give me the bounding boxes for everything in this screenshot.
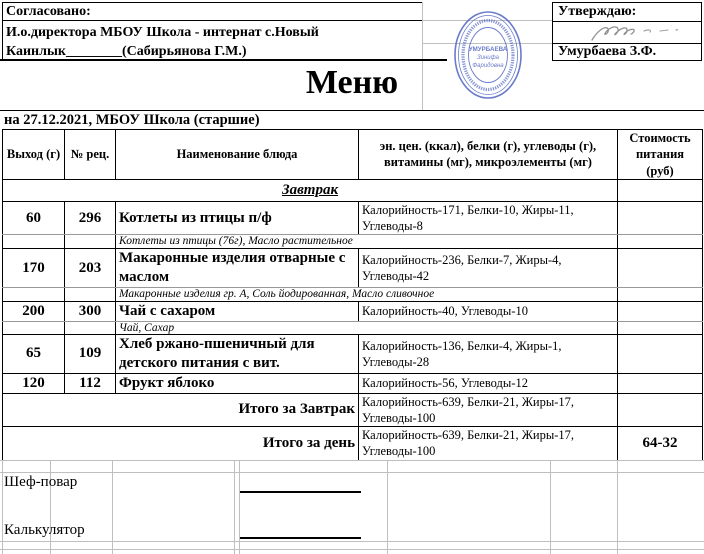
- empty-cell: [65, 321, 116, 335]
- col-header-nutrition: эн. цен. (ккал), белки (г), углеводы (г), витамины (мг), микроэлементы (мг): [359, 130, 618, 180]
- empty-cell: [618, 321, 703, 335]
- grid-line: [239, 460, 240, 554]
- col-header-name: Наименование блюда: [116, 130, 359, 180]
- dish-row: [3, 201, 703, 235]
- dish-ingredients: Котлеты из птицы (76г), Масло растительное: [116, 235, 618, 249]
- dish-nutrition: Калорийность-136, Белки-4, Жиры-1, Углеводы-28: [359, 335, 618, 374]
- approver-name: Умурбаева З.Ф.: [558, 44, 657, 59]
- dish-nutrition: Калорийность-40, Углеводы-10: [359, 301, 618, 321]
- total-breakfast-label: Итого за Завтрак: [3, 393, 359, 427]
- empty-cell: [3, 287, 65, 301]
- section-cost-cell: [618, 179, 703, 201]
- grid-line: [234, 460, 235, 554]
- dish-cost: [618, 373, 703, 393]
- ingredients-row: [3, 287, 703, 301]
- border-utverzhdayu-left: [552, 2, 553, 61]
- grid-line: [0, 541, 704, 542]
- menu-subtitle: на 27.12.2021, МБОУ Школа (старшие): [4, 112, 260, 128]
- dish-row: [3, 373, 703, 393]
- border-under-soglasovano: [2, 20, 422, 21]
- dish-nutrition: Калорийность-171, Белки-10, Жиры-11, Углеводы-8: [359, 201, 618, 235]
- grid-line: [550, 460, 551, 554]
- ingredients-row: [3, 321, 703, 335]
- grid-line: [2, 460, 3, 554]
- empty-cell: [65, 287, 116, 301]
- col-header-out: Выход (г): [3, 130, 65, 180]
- dish-nutrition: Калорийность-56, Углеводы-12: [359, 373, 618, 393]
- dish-name: Чай с сахаром: [116, 301, 359, 321]
- grid-line: [387, 460, 388, 554]
- calculator-signature-line: [240, 537, 361, 539]
- ingredients-row: [3, 235, 703, 249]
- section-title: Завтрак: [3, 179, 618, 201]
- dish-row: [3, 301, 703, 321]
- col-header-cost: Стоимость питания (руб): [618, 130, 703, 180]
- dish-recipe: 203: [65, 249, 116, 288]
- dish-recipe: 300: [65, 301, 116, 321]
- header-row: [3, 130, 703, 180]
- empty-cell: [618, 287, 703, 301]
- dish-out: 170: [3, 249, 65, 288]
- grid-line: [112, 460, 113, 554]
- dish-out: 60: [3, 201, 65, 235]
- border-above-subtitle: [0, 110, 704, 111]
- dish-cost: [618, 201, 703, 235]
- grid-line: [0, 549, 704, 550]
- dish-recipe: 112: [65, 373, 116, 393]
- dish-out: 65: [3, 335, 65, 374]
- empty-cell: [618, 235, 703, 249]
- dish-nutrition: Калорийность-236, Белки-7, Жиры-4, Углеводы-42: [359, 249, 618, 288]
- dish-row: [3, 249, 703, 288]
- total-breakfast-row: [3, 393, 703, 427]
- total-day-label: Итого за день: [3, 427, 359, 461]
- border-under-umurbaeva: [552, 60, 702, 61]
- agreed-line2: Каинлык________(Сабирьянова Г.М.): [6, 44, 247, 59]
- chef-signature-line: [240, 491, 361, 493]
- approved-label: Утверждаю:: [558, 4, 637, 19]
- dish-cost: [618, 335, 703, 374]
- dish-ingredients: Чай, Сахар: [116, 321, 618, 335]
- dish-recipe: 296: [65, 201, 116, 235]
- signature-scribble: [588, 22, 696, 44]
- border-right: [701, 2, 702, 61]
- dish-cost: [618, 249, 703, 288]
- total-breakfast-nutrition: Калорийность-639, Белки-21, Жиры-17, Углеводы-100: [359, 393, 618, 427]
- dish-name: Хлеб ржано-пшеничный для детского питания с вит.: [116, 335, 359, 374]
- dish-out: 120: [3, 373, 65, 393]
- total-day-row: [3, 427, 703, 461]
- total-day-nutrition: Калорийность-639, Белки-21, Жиры-17, Углеводы-100: [359, 427, 618, 461]
- dish-name: Фрукт яблоко: [116, 373, 359, 393]
- empty-cell: [65, 235, 116, 249]
- empty-cell: [3, 235, 65, 249]
- stamp-line2: Зинифа: [476, 55, 500, 61]
- grid-line: [0, 460, 704, 461]
- border-top-right: [552, 2, 702, 3]
- empty-cell: [3, 321, 65, 335]
- dish-out: 200: [3, 301, 65, 321]
- page-title: Меню: [305, 64, 399, 101]
- total-day-cost: 64-32: [618, 427, 703, 461]
- menu-table: [2, 129, 703, 461]
- calculator-label: Калькулятор: [4, 522, 85, 538]
- chef-label: Шеф-повар: [4, 474, 78, 490]
- border-top-left: [2, 2, 422, 3]
- stamp-line3: Фаридовна: [472, 63, 504, 69]
- border-left: [2, 2, 3, 60]
- dish-cost: [618, 301, 703, 321]
- total-breakfast-cost: [618, 393, 703, 427]
- approval-stamp: [446, 8, 532, 104]
- agreed-line1: И.о.директора МБОУ Школа - интернат с.Новый: [6, 25, 319, 40]
- grid-line: [0, 472, 704, 473]
- dish-row: [3, 335, 703, 374]
- dish-recipe: 109: [65, 335, 116, 374]
- section-row: [3, 179, 703, 201]
- agreed-label: Согласовано:: [6, 4, 91, 19]
- grid-line: [617, 460, 618, 554]
- dish-name: Котлеты из птицы п/ф: [116, 201, 359, 235]
- stamp-line1: УМУРБАЕВА: [468, 46, 508, 53]
- dish-ingredients: Макаронные изделия гр. А, Соль йодированная, Масло сливочное: [116, 287, 618, 301]
- dish-name: Макаронные изделия отварные с маслом: [116, 249, 359, 288]
- col-header-recipe: № рец.: [65, 130, 116, 180]
